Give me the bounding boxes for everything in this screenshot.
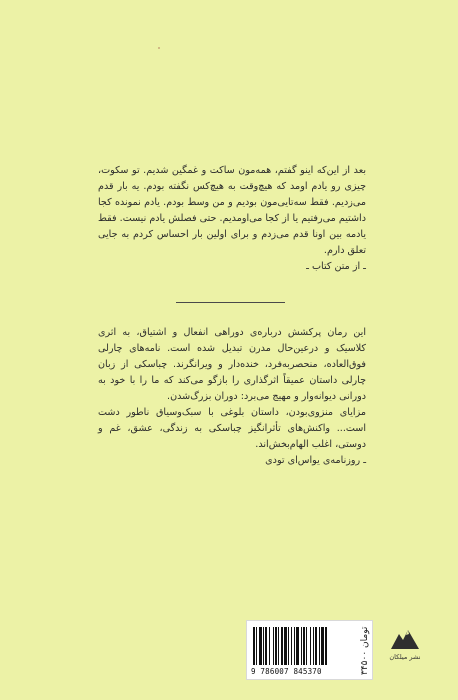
mountain-logo-icon — [390, 626, 420, 650]
review-attribution: ـ روزنامه‌ی یواس‌ای تودی — [265, 455, 366, 466]
excerpt-attribution: ـ از متن کتاب ـ — [306, 261, 366, 272]
barcode-bars — [253, 627, 353, 665]
publisher-logo — [385, 620, 425, 680]
price-label: ۳۴۵۰۰ تومان — [360, 626, 370, 676]
isbn-barcode — [246, 620, 373, 680]
publisher-name: نشر میلکان — [389, 653, 421, 661]
excerpt-text: بعد از این‌که اینو گفتم، همه‌مون ساکت و غمگین شدیم. تو سکوت، چیزی رو یادم اومد که هیچ‌وقت به هیچ‌کس نگفته بودم. یه بار قدم می‌زدیم. فقط سه‌تایی‌مون بودیم و من وسط بودم. یادم نمونده کجا داشتیم می‌رفتیم یا از کجا می‌اومدیم. حتی فصلش یادم نیست. فقط یادمه بین اونا قدم می‌زدم و برای اولین بار احساس کردم به جایی تعلق دارم. — [98, 165, 366, 256]
dust-speck — [158, 47, 160, 49]
review-paragraph-2: مزایای منزوی‌بودن، داستان بلوغی با سبک‌وسیاق ناطور دشت است... واکنش‌های تأثرانگیز چباسکی به زندگی، عشق، غم و دوستی، اغلب الهام‌بخش‌اند. — [98, 407, 366, 450]
isbn-number: 9 786007 845370 — [251, 667, 322, 676]
book-excerpt — [98, 163, 366, 275]
section-divider — [176, 302, 285, 303]
review-paragraph-1: این رمان پرکشش درباره‌ی دوراهی انفعال و اشتیاق، به اثری کلاسیک و درعین‌حال مدرن تبدیل شده است. نامه‌های چارلی فوق‌العاده، منحصربه‌فرد، خنده‌دار و ویرانگرند. چباسکی از زبان چارلی داستان عمیقاً اثرگذاری را بازگو می‌کند که ما را با خود به دورانی دیوانه‌وار و مهیج می‌برد: دوران بزرگ‌شدن. — [98, 327, 366, 402]
press-review — [98, 325, 366, 469]
